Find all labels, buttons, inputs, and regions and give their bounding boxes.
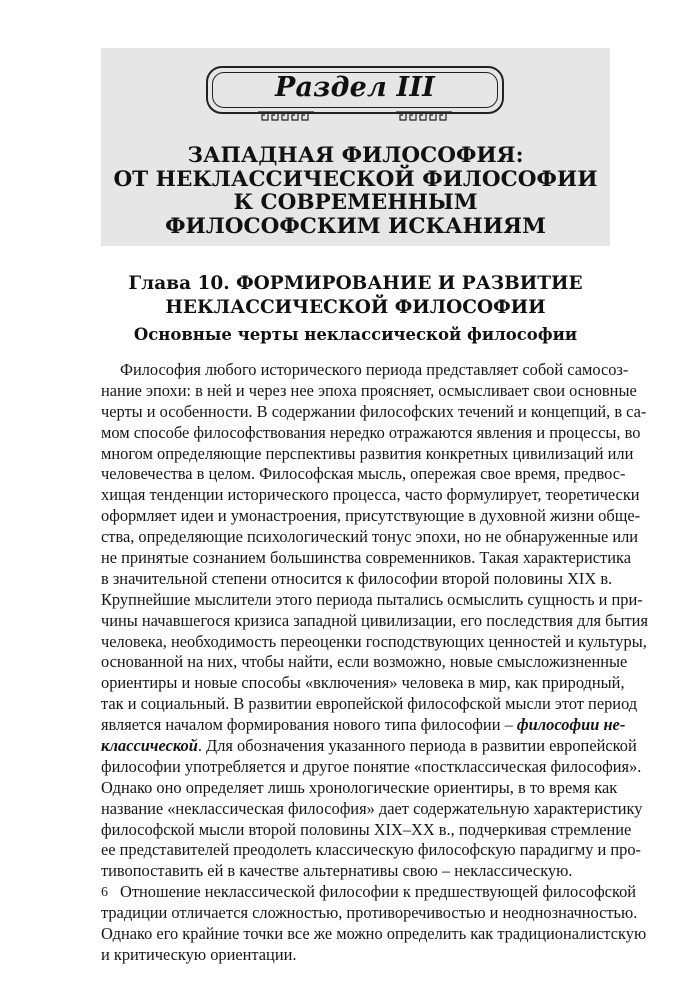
text-line: основанной на них, чтобы найти, если возможно, новые смысложизненные [101, 652, 628, 672]
text-line: ее представителей преодолеть классическую философскую парадигму и про- [101, 840, 641, 860]
section-title-line: ЗАПАДНАЯ ФИЛОСОФИЯ: [187, 143, 524, 168]
greek-key-ornament-right [396, 110, 452, 122]
text-line: многом определяющие перспективы развития конкретных цивилизаций или [101, 443, 634, 463]
page-number: 6 [101, 885, 108, 900]
emphasized-term: философии не- [516, 715, 626, 735]
body-text [101, 360, 648, 966]
section-title-line: ОТ НЕКЛАССИЧЕСКОЙ ФИЛОСОФИИ [113, 166, 598, 192]
text-line: и критическую ориентации. [101, 944, 297, 964]
text-line: ориентиры и новые способы «включения» человека в мир, как природный, [101, 673, 625, 693]
section-title-line: К СОВРЕМЕННЫМ [233, 190, 478, 215]
text-line: философии употребляется и другое понятие «постклассическая философия». [101, 756, 642, 776]
greek-key-ornament-left [258, 110, 314, 122]
section-label-frame [206, 66, 504, 114]
section-title-line: ФИЛОСОФСКИМ ИСКАНИЯМ [165, 213, 546, 239]
text-line: чины начавшегося кризиса западной цивилизации, его последствия для бытия [101, 610, 648, 630]
text-line: традиции отличается сложностью, противоречивостью и неоднозначностью. [101, 903, 638, 923]
chapter-title-line: НЕКЛАССИЧЕСКОЙ ФИЛОСОФИИ [165, 297, 546, 318]
chapter-title-line: Глава 10. ФОРМИРОВАНИЕ И РАЗВИТИЕ [128, 273, 583, 294]
text-line: человека, необходимость переоценки господствующих ценностей и культуры, [101, 631, 647, 651]
text-line [101, 736, 637, 757]
text-segment: . Для обозначения указанного периода в развитии европейской [197, 736, 637, 756]
text-line: Однако его крайние точки все же можно определить как традиционалистскую [101, 924, 647, 944]
text-line: Отношение неклассической философии к предшествующей философской [120, 882, 637, 902]
text-line: мом способе философствования нередко отражаются явления и процессы, во [101, 422, 641, 442]
text-line [101, 715, 626, 736]
section-title [101, 144, 610, 238]
text-line: человечества в целом. Философская мысль, опережая свое время, предвос- [101, 464, 626, 484]
text-line: оформляет идеи и умонастроения, присутствующие в духовной жизни обще- [101, 506, 641, 526]
text-line: нание эпохи: в ней и через нее эпоха проясняет, осмысливает свои основные [101, 380, 637, 400]
subheading: Основные черты неклассической философии [133, 325, 578, 344]
text-line: Однако оно определяет лишь хронологические ориентиры, в то время как [101, 777, 618, 797]
section-label: Раздел III [274, 72, 436, 103]
text-line: название «неклассическая философия» дает содержательную характеристику [101, 798, 643, 818]
chapter-title [101, 272, 610, 320]
text-line: тивопоставить ей в качестве альтернативы свою – неклассическую. [101, 861, 573, 881]
section-banner [101, 48, 610, 246]
text-line: черты и особенности. В содержании философских течений и концепций, в са- [101, 401, 647, 421]
text-line: философской мысли второй половины XIX–XX в., подчеркивая стремление [101, 819, 632, 839]
text-line: Философия любого исторического периода представляет собой самосоз- [120, 360, 629, 379]
text-line: ства, определяющие психологический тонус эпохи, но не обнаруженные или [101, 527, 639, 547]
text-segment: является началом формирования нового типа философии – [101, 715, 517, 735]
emphasized-term: классической [101, 736, 198, 756]
text-line: хищая тенденции исторического процесса, часто формулирует, теоретически [101, 485, 640, 505]
text-line: в значительной степени относится к философии второй половины XIX в. [101, 568, 613, 588]
text-line: не принятые сознанием большинства современников. Такая характеристика [101, 548, 631, 568]
text-line: Крупнейшие мыслители этого периода пытались осмыслить сущность и при- [101, 589, 643, 609]
text-line: так и социальный. В развитии европейской философской мысли этот период [101, 694, 638, 714]
